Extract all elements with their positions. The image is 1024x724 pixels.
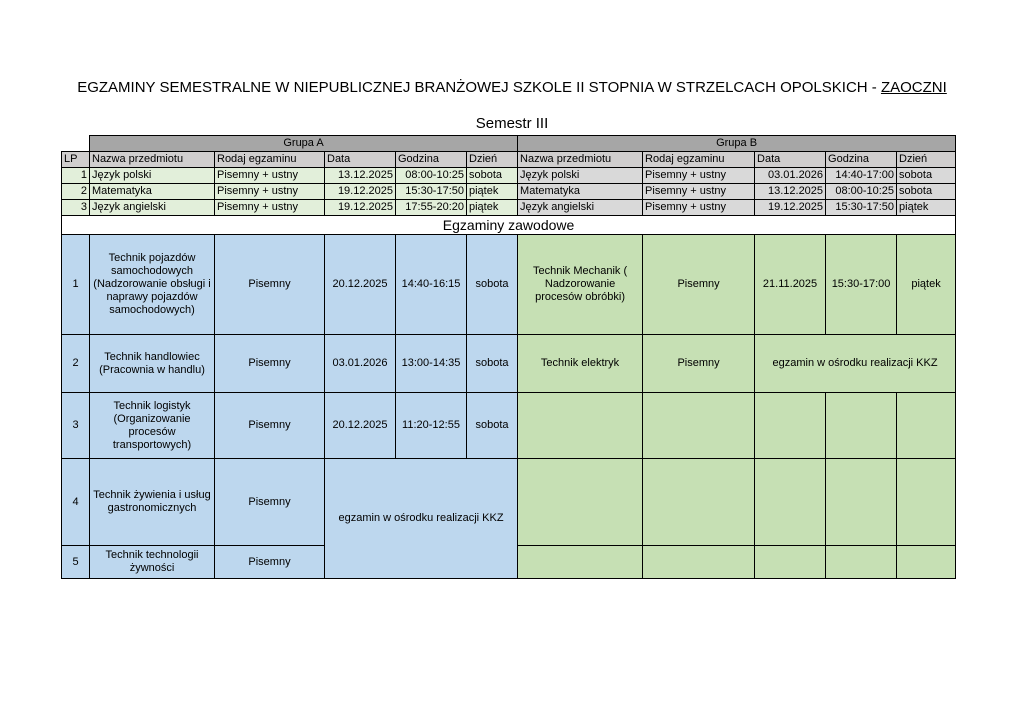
a-day: sobota (467, 168, 518, 184)
a-subject: Matematyka (90, 184, 215, 200)
row-lp: 3 (62, 393, 90, 459)
b-empty-cell (897, 459, 956, 546)
header-b-day: Dzień (897, 152, 956, 168)
column-header-row (62, 152, 956, 168)
b-empty-cell (643, 546, 755, 579)
b-time: 14:40-17:00 (826, 168, 897, 184)
group-header-row (62, 136, 956, 152)
a-time: 14:40-16:15 (396, 235, 467, 335)
table-row (62, 459, 956, 546)
row-lp: 2 (62, 184, 90, 200)
a-time: 08:00-10:25 (396, 168, 467, 184)
b-empty-cell (755, 459, 826, 546)
group-b-header: Grupa B (518, 136, 956, 152)
a-day: sobota (467, 235, 518, 335)
b-empty-cell (897, 393, 956, 459)
a-type: Pisemny + ustny (215, 200, 325, 216)
a-day: piątek (467, 200, 518, 216)
b-day: sobota (897, 184, 956, 200)
b-subject: Język angielski (518, 200, 643, 216)
row-lp: 5 (62, 546, 90, 579)
a-time: 11:20-12:55 (396, 393, 467, 459)
b-subject: Matematyka (518, 184, 643, 200)
semester-heading: Semestr III (475, 115, 549, 132)
document-title-main: EGZAMINY SEMESTRALNE W NIEPUBLICZNEJ BRANŻOWEJ SZKOLE II STOPNIA W STRZELCACH OPOLSKICH - (77, 79, 881, 96)
a-day: sobota (467, 335, 518, 393)
b-note: egzamin w ośrodku realizacji KKZ (755, 335, 956, 393)
a-subject: Język angielski (90, 200, 215, 216)
header-b-subject: Nazwa przedmiotu (518, 152, 643, 168)
b-type: Pisemny + ustny (643, 184, 755, 200)
document-title (0, 79, 1024, 96)
b-empty-cell (643, 393, 755, 459)
vocational-section-row (62, 216, 956, 235)
a-subject: Język polski (90, 168, 215, 184)
table-row (62, 168, 956, 184)
document-title-underlined: ZAOCZNI (880, 79, 947, 96)
b-day: sobota (897, 168, 956, 184)
a-subject: Technik handlowiec (Pracownia w handlu) (90, 335, 215, 393)
exam-schedule-table (61, 135, 956, 579)
a-date: 19.12.2025 (325, 184, 396, 200)
b-empty-cell (826, 459, 897, 546)
table-row (62, 200, 956, 216)
b-type: Pisemny + ustny (643, 168, 755, 184)
a-type: Pisemny (215, 459, 325, 546)
header-b-time: Godzina (826, 152, 897, 168)
header-a-type: Rodaj egzaminu (215, 152, 325, 168)
header-lp: LP (62, 152, 90, 168)
b-empty-cell (755, 546, 826, 579)
b-empty-cell (518, 546, 643, 579)
row-lp: 1 (62, 168, 90, 184)
header-b-type: Rodaj egzaminu (643, 152, 755, 168)
header-a-day: Dzień (467, 152, 518, 168)
a-day: sobota (467, 393, 518, 459)
b-empty-cell (518, 393, 643, 459)
row-lp: 4 (62, 459, 90, 546)
b-subject: Technik elektryk (518, 335, 643, 393)
b-subject: Język polski (518, 168, 643, 184)
row-lp: 1 (62, 235, 90, 335)
b-date: 13.12.2025 (755, 184, 826, 200)
a-time: 15:30-17:50 (396, 184, 467, 200)
a-type: Pisemny + ustny (215, 184, 325, 200)
a-date: 03.01.2026 (325, 335, 396, 393)
b-empty-cell (826, 546, 897, 579)
b-type: Pisemny (643, 235, 755, 335)
b-time: 08:00-10:25 (826, 184, 897, 200)
a-day: piątek (467, 184, 518, 200)
group-a-header: Grupa A (90, 136, 518, 152)
b-day: piątek (897, 235, 956, 335)
b-empty-cell (897, 546, 956, 579)
group-header-spacer (62, 136, 90, 152)
a-type: Pisemny (215, 393, 325, 459)
row-lp: 3 (62, 200, 90, 216)
a-subject: Technik żywienia i usług gastronomicznych (90, 459, 215, 546)
b-date: 21.11.2025 (755, 235, 826, 335)
table-row (62, 393, 956, 459)
b-time: 15:30-17:50 (826, 200, 897, 216)
a-time: 13:00-14:35 (396, 335, 467, 393)
b-date: 03.01.2026 (755, 168, 826, 184)
header-a-date: Data (325, 152, 396, 168)
a-type: Pisemny (215, 235, 325, 335)
table-row (62, 235, 956, 335)
vocational-section-title: Egzaminy zawodowe (62, 216, 956, 235)
a-type: Pisemny + ustny (215, 168, 325, 184)
b-date: 19.12.2025 (755, 200, 826, 216)
header-a-time: Godzina (396, 152, 467, 168)
b-empty-cell (518, 459, 643, 546)
b-empty-cell (755, 393, 826, 459)
a-type: Pisemny (215, 546, 325, 579)
a-subject: Technik pojazdów samochodowych (Nadzorowanie obsługi i naprawy pojazdów samochodowych) (90, 235, 215, 335)
header-b-date: Data (755, 152, 826, 168)
b-empty-cell (826, 393, 897, 459)
b-type: Pisemny + ustny (643, 200, 755, 216)
a-date: 19.12.2025 (325, 200, 396, 216)
b-subject: Technik Mechanik ( Nadzorowanie procesów obróbki) (518, 235, 643, 335)
table-row (62, 335, 956, 393)
b-day: piątek (897, 200, 956, 216)
b-time: 15:30-17:00 (826, 235, 897, 335)
a-subject: Technik logistyk (Organizowanie procesów transportowych) (90, 393, 215, 459)
b-type: Pisemny (643, 335, 755, 393)
a-date: 20.12.2025 (325, 235, 396, 335)
table-row (62, 184, 956, 200)
row-lp: 2 (62, 335, 90, 393)
header-a-subject: Nazwa przedmiotu (90, 152, 215, 168)
a-time: 17:55-20:20 (396, 200, 467, 216)
a-date: 20.12.2025 (325, 393, 396, 459)
a-subject: Technik technologii żywności (90, 546, 215, 579)
a-note: egzamin w ośrodku realizacji KKZ (325, 459, 518, 579)
b-empty-cell (643, 459, 755, 546)
a-date: 13.12.2025 (325, 168, 396, 184)
a-type: Pisemny (215, 335, 325, 393)
